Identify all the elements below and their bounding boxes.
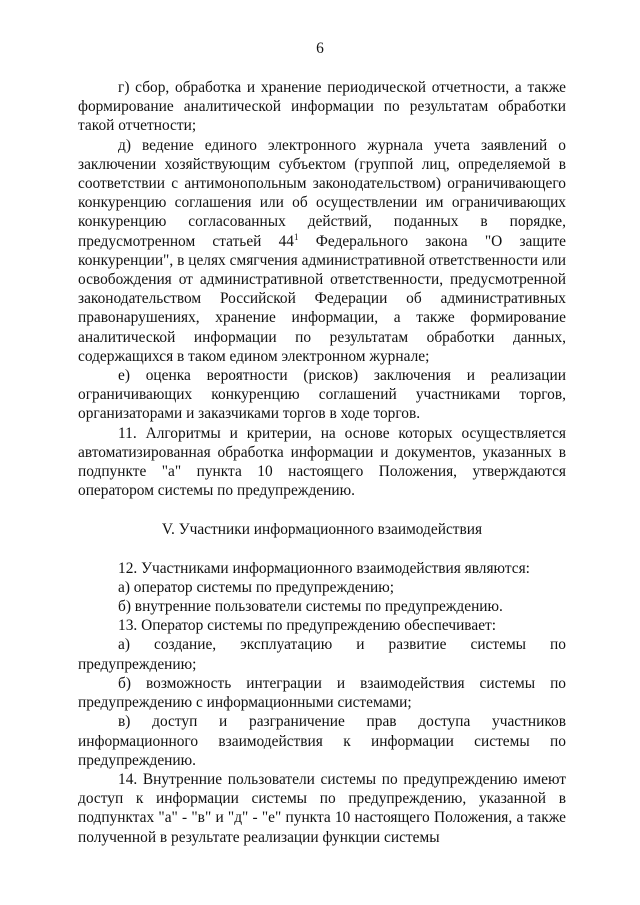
paragraph-11: 11. Алгоритмы и критерии, на основе которых осуществляется автоматизированная обработка информации и документов, указанных в подпункте "а" пункта 10 настоящего Положения, утверждаются оператором системы по предупреждению. bbox=[78, 424, 566, 500]
paragraph-12: 12. Участниками информационного взаимодействия являются: bbox=[118, 559, 530, 577]
paragraph-14: 14. Внутренние пользователи системы по предупреждению имеют доступ к информации системы по предупреждению, указанной в подпунктах "а" - "в" и "д" - "е" пункта 10 настоящего Положения, а также полученной в результате реализации функции системы bbox=[78, 770, 566, 846]
paragraph-13: 13. Оператор системы по предупреждению обеспечивает: bbox=[118, 617, 497, 635]
page-number: 6 bbox=[316, 40, 324, 57]
paragraph-13-a: а) создание, эксплуатацию и развитие системы по предупреждению; bbox=[78, 636, 566, 673]
section-heading: V. Участники информационного взаимодействия bbox=[161, 521, 483, 539]
paragraph-13-v: в) доступ и разграничение прав доступа участников информационного взаимодействия к информации системы по предупреждению. bbox=[78, 713, 566, 769]
document-body bbox=[78, 78, 566, 847]
paragraph-13-b: б) возможность интеграции и взаимодействия системы по предупреждению с информационными системами; bbox=[78, 674, 566, 712]
paragraph-item-d-continuation: Федерального закона "О защите конкуренции", в целях смягчения административной ответственности или освобождения от административной ответственности, предусмотренной законодательством Российской Федерации об административных правонарушениях, хранение информации, а также формирование аналитической информации по результатам обработки данных, содержащихся в таком едином электронном журнале; bbox=[78, 232, 566, 365]
paragraph-12-a: а) оператор системы по предупреждению; bbox=[118, 578, 395, 596]
paragraph-12-b: б) внутренние пользователи системы по предупреждению. bbox=[118, 598, 503, 616]
paragraph-item-d bbox=[78, 136, 566, 366]
paragraph-item-g: г) сбор, обработка и хранение периодической отчетности, а также формирование аналитической информации по результатам обработки такой отчетности; bbox=[78, 79, 566, 135]
paragraph-item-e: е) оценка вероятности (рисков) заключения и реализации ограничивающих конкуренцию соглашений участниками торгов, организаторами и заказчиками торгов в ходе торгов. bbox=[78, 367, 566, 423]
article-superscript: 1 bbox=[294, 231, 299, 242]
paragraph-item-d-text: д) ведение единого электронного журнала учета заявлений о заключении хозяйствующим субъектом (группой лиц, определяемой в соответствии с антимонопольным законодательством) ограничивающего конкуренцию соглашения или об осуществлении им ограничивающих конкуренцию согласованных действий, поданных в порядке, предусмотренном статьей 44 bbox=[78, 136, 566, 250]
